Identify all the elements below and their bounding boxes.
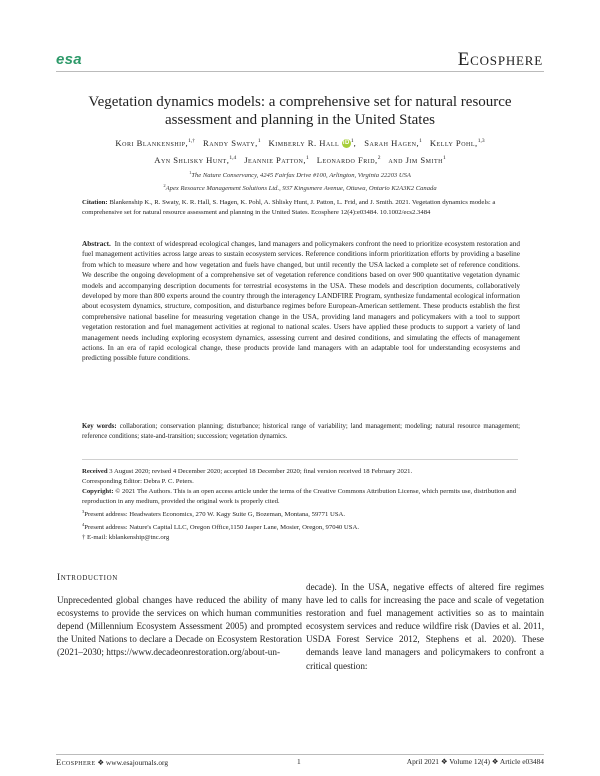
diamond-icon: ❖ <box>97 758 105 767</box>
author: Jeannie Patton,$^1$ <box>244 154 309 165</box>
author: Kimberly R. Hall $iD^1$, <box>268 137 357 148</box>
abstract-label: Abstract. <box>82 240 111 248</box>
footer-journal: Ecosphere ❖ www.esajournals.org <box>56 757 169 767</box>
abstract-text: In the context of widespread ecological changes, land managers and policymakers confront the need to prioritize ecosystem restoration and fuel management activities across large areas to sustain ecosystem services. Reference conditions inform prioritization efforts by providing a baseline from which to measure where and how vegetation and fuels have changed, but until recently the USA lacked a complete set of reference conditions. We describe the ongoing development of a comprehensive set of vegetation reference conditions based on over 900 quantitative vegetation dynamic models and accompanying description documents for terrestrial ecosystems in the USA. These models and description documents, collaboratively developed by more than 800 experts around the country through the interagency LANDFIRE Program, synthesize fundamental ecological information about ecosystem dynamics, structure, composition, and disturbance regimes before European-American settlement. These products establish the first comprehensive national baseline for measuring vegetation change in the USA, providing land managers and policymakers with a tool to support vegetation restoration and fuel management activities at regional to national scales. Users have applied these products to support a variety of land management needs including exploring ecosystem dynamics, assessing current and desired conditions, and simulating the effects of management actions. In an era of rapid ecological change, these products provide land managers with an adaptable tool for understanding ecosystems and predicting possible future conditions. <box>82 240 521 363</box>
present-address: $^4$Present address: Nature's Capital LLC, Oregon Office,1150 Jasper Lane, Mosier, Oregon, 97040 USA. <box>82 522 359 532</box>
keywords <box>82 422 520 442</box>
footer-issue: April 2021 ❖ Volume 12(4) ❖ Article e03484 <box>406 757 544 766</box>
copyright: Copyright: © 2021 The Authors. This is an open access article under the terms of the Creative Commons Attribution License, which permits use, distribution and reproduction in any medium, provided the original work is properly cited. <box>82 488 517 505</box>
abstract <box>82 239 520 364</box>
author: Ayn Shlisky Hunt,$^{1,4}$ <box>154 154 237 165</box>
page-number: 1 <box>297 757 301 766</box>
journal-name: Ecosphere <box>457 49 543 70</box>
present-address: $^3$Present address: Headwaters Economics, 270 W. Kagy Suite G, Bozeman, Montana, 59771 USA. <box>82 509 346 519</box>
author-list <box>70 134 530 168</box>
dates: Received 3 August 2020; revised 4 December 2020; accepted 18 December 2020; final version received 18 February 2021. <box>82 468 413 475</box>
author: Sarah Hagen,$^1$ <box>364 137 422 148</box>
footer-divider <box>56 754 544 755</box>
affiliations <box>70 168 530 194</box>
author: Leonardo Frid,$^2$ <box>316 154 381 165</box>
diamond-icon: ❖ <box>491 757 499 766</box>
citation-label: Citation: <box>82 199 108 206</box>
affiliation: $^1$The Nature Conservancy, 4245 Fairfax Drive #100, Arlington, Virginia 22203 USA <box>189 170 411 180</box>
section-divider <box>82 459 518 460</box>
author: and Jim Smith$^1$ <box>388 154 446 165</box>
intro-right-column: decade). In the USA, negative effects of altered fire regimes have led to calls for increasing the pace and scale of vegetation restoration and fuel management activities so as to maintain ecosystem services and reduce wildfire risk (Davies et al. 2011, USDA Forest Service 2012, Stephens et al. 2020). These demands leave land managers and policymakers to confront a critical question: <box>306 582 544 671</box>
esa-logo: esa <box>56 51 82 68</box>
citation <box>82 198 518 218</box>
corresponding-editor: Corresponding Editor: Debra P. C. Peters. <box>82 478 194 485</box>
article-metadata <box>82 467 520 543</box>
email: † E-mail: kblankenship@tnc.org <box>82 534 170 542</box>
section-heading: Introduction <box>57 573 118 583</box>
diamond-icon: ❖ <box>440 757 448 766</box>
author: Kelly Pohl,$^{1,3}$ <box>429 137 485 148</box>
keywords-label: Key words: <box>82 423 117 430</box>
intro-left-column: Unprecedented global changes have reduced the ability of many ecosystems to provide the services on which human communities depend (Millennium Ecosystem Assessment 2005) and prompted the United Nations to declare a Decade on Ecosystem Restoration (2021–2030; https://www.decadeonrestoration.org/about-un- <box>57 595 302 658</box>
article-title: Vegetation dynamics models: a comprehensive set for natural resource assessment and planning in the United States <box>88 94 512 128</box>
author: Kori Blankenship,$^{1,\dagger}$ <box>115 137 196 148</box>
email-link[interactable]: kblankenship@tnc.org <box>108 534 170 542</box>
citation-text: Blankenship K., R. Swaty, K. R. Hall, S. Hagen, K. Pohl, A. Shlisky Hunt, J. Patton, L. Frid, and J. Smith. 2021. Vegetation dynamics models: a comprehensive set for natural resource assessment and planning in the United States. Ecosphere 12(4):e03484. 10.1002/ecs2.3484 <box>82 199 496 216</box>
header-divider <box>56 71 544 72</box>
keywords-text: collaboration; conservation planning; disturbance; historical range of variability; land management; modeling; natural resource management; reference conditions; state-and-transition; succession; vegetation dynamics. <box>82 423 520 440</box>
affiliation: $^2$Apex Resource Management Solutions Ltd., 937 Kingsmere Avenue, Ottawa, Ontario K2A3K2 Canada <box>163 183 437 193</box>
orcid-icon[interactable]: iD <box>342 140 350 147</box>
author: Randy Swaty,$^1$ <box>203 137 261 148</box>
journal-url[interactable]: www.esajournals.org <box>105 758 169 767</box>
